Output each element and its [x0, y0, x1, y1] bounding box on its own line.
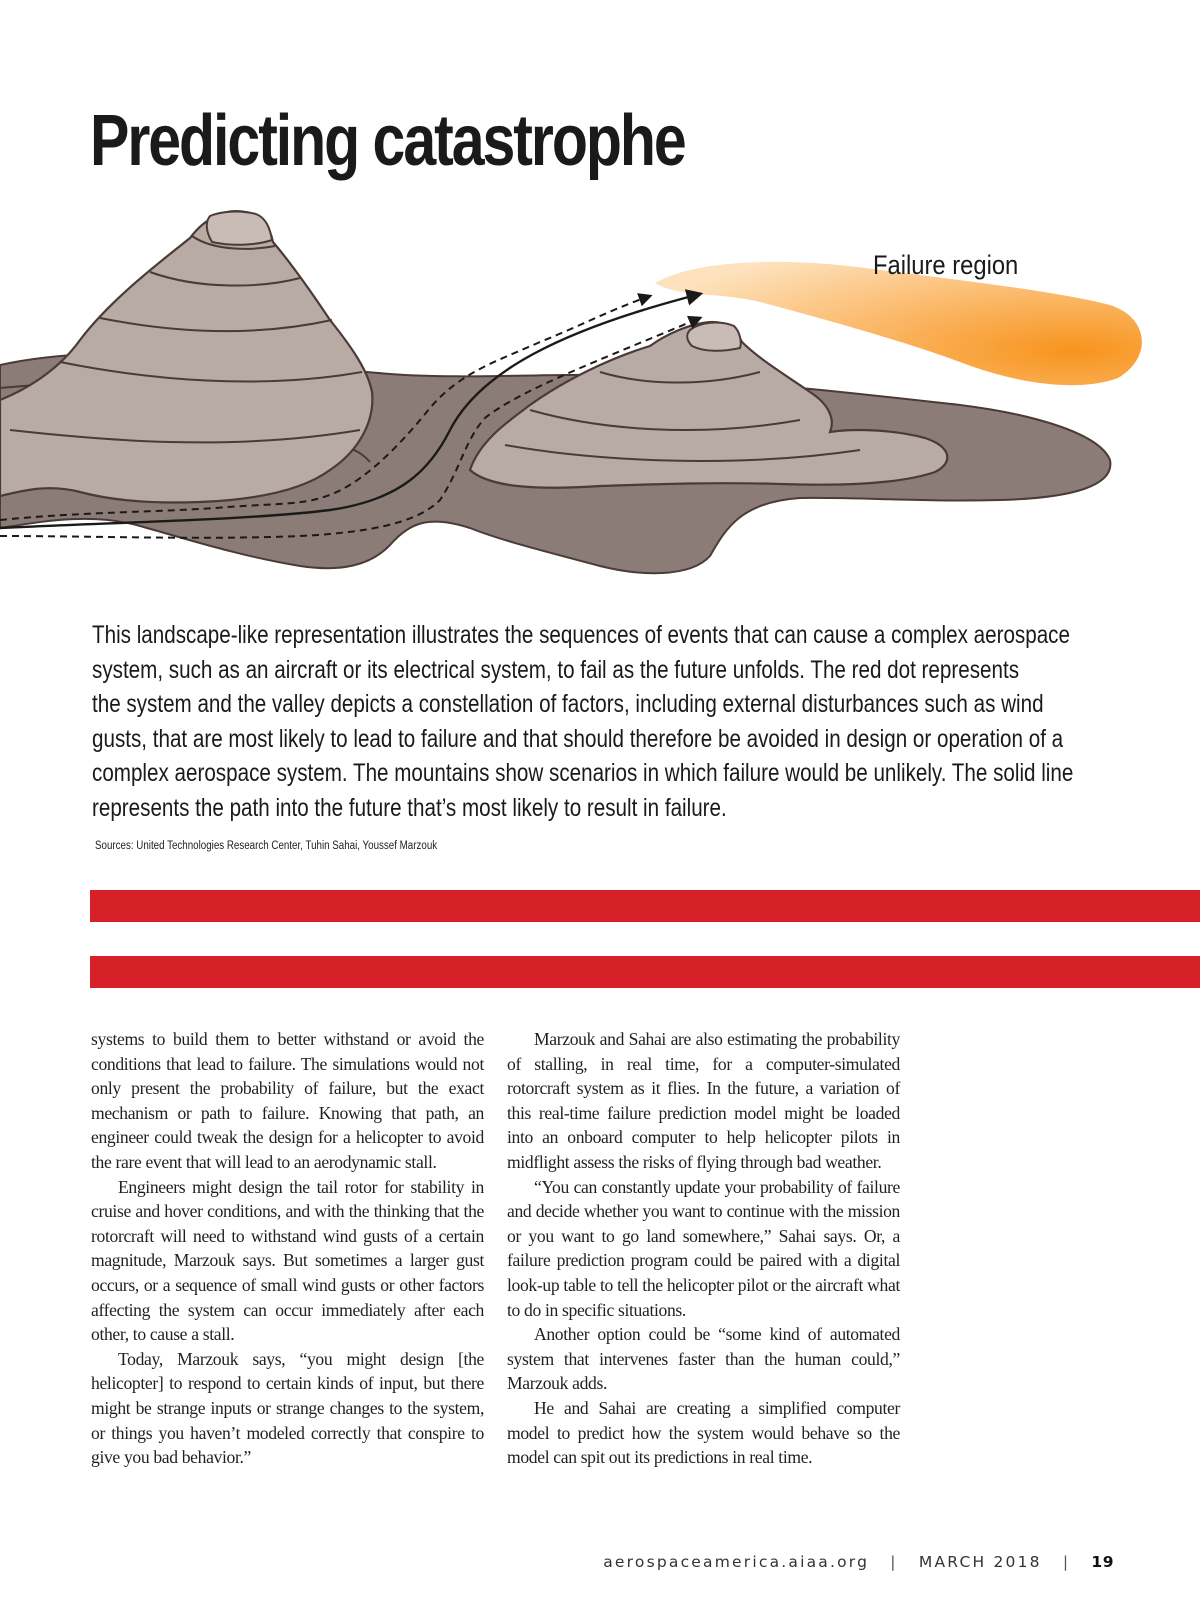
body-paragraph: Today, Marzouk says, “you might design [the helicopter] to respond to certain kinds of input, but there might be strange inputs or strange changes to the system, or things you haven’t modeled correctly that conspire to give you bad behavior.”: [91, 1348, 484, 1468]
failure-region-label: Failure region: [873, 250, 1019, 280]
caption-line: the system and the valley depicts a constellation of factors, including external disturbances such as wind: [92, 690, 1044, 718]
body-column-right: [507, 1027, 900, 1470]
caption-line: complex aerospace system. The mountains show scenarios in which failure would be unlikely. The solid line: [92, 759, 1074, 787]
caption-line: represents the path into the future that’s most likely to result in failure.: [92, 793, 727, 822]
body-paragraph: Engineers might design the tail rotor for stability in cruise and hover conditions, and with the thinking that the rotorcraft will need to withstand wind gusts of a certain magnitude, Marzouk says. But sometimes a larger gust occurs, or a sequence of small wind gusts or other factors affecting the system can occur immediately after each other, to cause a stall.: [91, 1176, 484, 1345]
caption-line: This landscape-like representation illustrates the sequences of events that can cause a complex aerospace: [92, 621, 1070, 649]
headline: Predicting catastrophe: [90, 101, 685, 181]
footer-website-link[interactable]: aerospaceamerica.aiaa.org: [603, 1553, 870, 1571]
body-paragraph: He and Sahai are creating a simplified computer model to predict how the system would behave so the model can spit out its predictions in real time.: [507, 1397, 900, 1468]
caption-line: gusts, that are most likely to lead to failure and that should therefore be avoided in design or operation of a: [92, 724, 1064, 753]
figure-caption: [92, 618, 1099, 825]
catastrophe-landscape-illustration: [0, 195, 1200, 590]
page-number: 19: [1091, 1553, 1114, 1571]
body-paragraph: systems to build them to better withstand or avoid the conditions that lead to failure. The simulations would not only present the probability of failure, but the exact mechanism or path to failure. Knowing that path, an engineer could tweak the design for a helicopter to avoid the rare event that will lead to an aerodynamic stall.: [91, 1029, 484, 1172]
footer-issue-date: MARCH 2018: [918, 1553, 1042, 1571]
red-divider-bar: [90, 956, 1200, 988]
body-paragraph: “You can constantly update your probability of failure and decide whether you want to continue with the mission or you want to go land somewhere,” Sahai says. Or, a failure prediction program could be paired with a digital look-up table to tell the helicopter pilot or the aircraft what to do in specific situations.: [507, 1176, 900, 1320]
footer-separator: |: [1062, 1553, 1071, 1571]
body-column-left: [91, 1027, 484, 1470]
caption-line: system, such as an aircraft or its electrical system, to fail as the future unfolds. The red dot represents: [92, 655, 1020, 684]
body-paragraph: Another option could be “some kind of automated system that intervenes faster than the human could,” Marzouk adds.: [507, 1324, 900, 1394]
footer-separator: |: [890, 1553, 898, 1571]
figure-sources: Sources: United Technologies Research Center, Tuhin Sahai, Youssef Marzouk: [95, 840, 438, 852]
page-footer: [603, 1553, 1114, 1571]
body-paragraph: Marzouk and Sahai are also estimating the probability of stalling, in real time, for a computer-simulated rotorcraft system as it flies. In the future, a variation of this real-time failure prediction model might be loaded into an onboard computer to help helicopter pilots in midflight assess the risks of flying through bad weather.: [507, 1029, 900, 1172]
red-divider-bar: [90, 890, 1200, 922]
